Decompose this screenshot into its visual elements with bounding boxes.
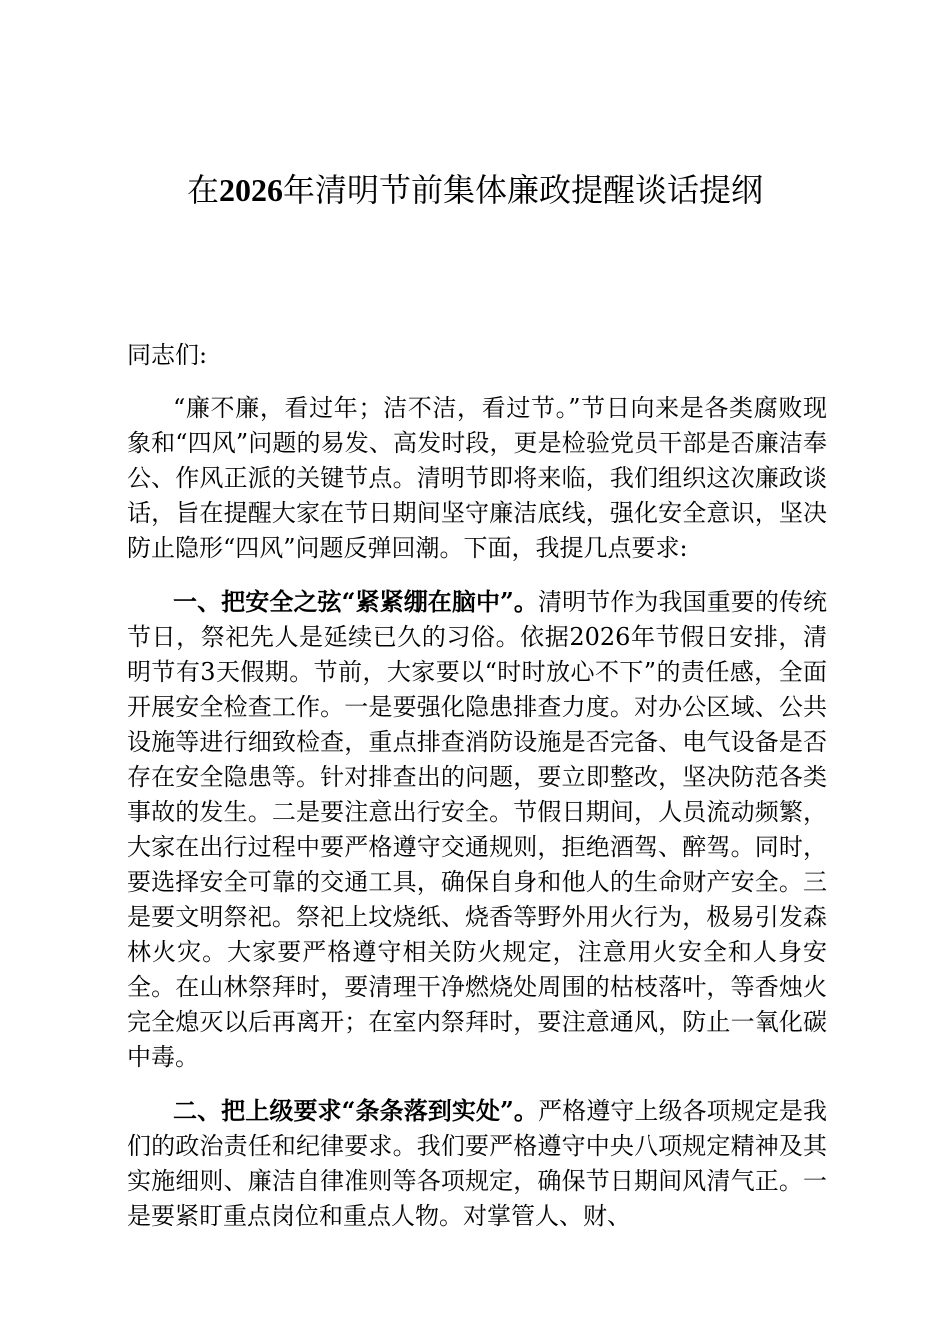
section-2-body: 严格遵守上级各项规定是我们的政治责任和纪律要求。我们要严格遵守中央八项规定精神及其实施细则、廉洁自律准则等各项规定，确保节日期间风清气正。一是要紧盯重点岗位和重点人物。对掌管人、财、 bbox=[127, 1097, 828, 1230]
section-2-paragraph bbox=[127, 1093, 827, 1234]
document-body bbox=[127, 338, 827, 1252]
title-prefix: 在 bbox=[186, 171, 219, 209]
section-1-body: 清明节作为我国重要的传统节日，祭祀先人是延续已久的习俗。依据2026年节假日安排，清明节有3天假期。节前，大家要以“时时放心不下”的责任感，全面开展安全检查工作。一是要强化隐患排查力度。对办公区域、公共设施等进行细致检查，重点排查消防设施是否完备、电气设备是否存在安全隐患等。针对排查出的问题，要立即整改，坚决防范各类事故的发生。二是要注意出行安全。节假日期间，人员流动频繁，大家在出行过程中要严格遵守交通规则，拒绝酒驾、醉驾。同时，要选择安全可靠的交通工具，确保自身和他人的生命财产安全。三是要文明祭祀。祭祀上坟烧纸、烧香等野外用火行为，极易引发森林火灾。大家要严格遵守相关防火规定，注意用火安全和人身安全。在山林祭拜时，要清理干净燃烧处周围的枯枝落叶，等香烛火完全熄灭以后再离开；在室内祭拜时，要注意通风，防止一氧化碳中毒。 bbox=[127, 588, 828, 1071]
section-1-heading: 一、把安全之弦“紧紧绷在脑中”。 bbox=[173, 587, 539, 616]
section-1-paragraph bbox=[127, 584, 827, 1075]
title-year: 2026 bbox=[219, 172, 283, 208]
salutation: 同志们: bbox=[127, 341, 208, 369]
title-suffix: 年清明节前集体廉政提醒谈话提纲 bbox=[283, 171, 764, 209]
intro-paragraph: “廉不廉，看过年；洁不洁，看过节。”节日向来是各类腐败现象和“四风”问题的易发、高发时段，更是检验党员干部是否廉洁奉公、作风正派的关键节点。清明节即将来临，我们组织这次廉政谈话，旨在提醒大家在节日期间坚守廉洁底线，强化安全意识，坚决防止隐形“四风”问题反弹回潮。下面，我提几点要求: bbox=[127, 394, 827, 562]
document-title bbox=[0, 165, 950, 215]
section-2-heading: 二、把上级要求“条条落到实处”。 bbox=[173, 1096, 539, 1125]
